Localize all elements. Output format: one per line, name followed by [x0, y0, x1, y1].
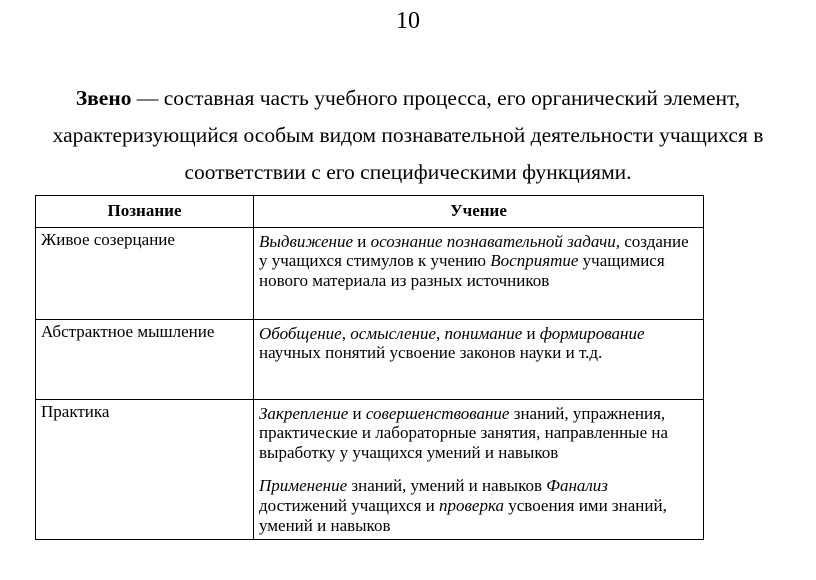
italic-term: совершенствование: [365, 403, 510, 423]
header-learning: Учение: [254, 196, 704, 228]
row-content-live-contemplation: [254, 227, 704, 319]
text-fragment: научных понятий усвоение законов науки и т.д.: [259, 343, 603, 363]
row-label-practice: Практика: [36, 399, 254, 540]
text-fragment: знаний, упражнения, практические и лабораторные занятия, направленные на выработку у учащихся умений и навыков: [259, 403, 669, 462]
row-content-abstract-thinking: [254, 319, 704, 399]
table-header-row: [36, 196, 704, 228]
definition-term: Звено: [75, 85, 132, 110]
italic-term: осознание познавательной задачи,: [370, 231, 621, 251]
italic-term: Применение: [259, 476, 348, 496]
practice-paragraph-1: [259, 402, 698, 463]
text-fragment: достижений учащихся и: [259, 495, 440, 515]
text-fragment: создание у учащихся стимулов к учению: [259, 231, 689, 271]
text-fragment: учащимися нового материала из разных источников: [259, 251, 665, 290]
italic-term: Фанализ: [546, 476, 608, 496]
row-label-abstract-thinking: Абстрактное мышление: [36, 319, 254, 399]
table-row: [36, 399, 704, 540]
text-fragment: знаний, умений и навыков: [347, 476, 547, 496]
table-row: [36, 227, 704, 319]
header-cognition: Познание: [36, 196, 254, 228]
italic-term: Восприятие: [490, 251, 579, 271]
italic-term: Обобщение, осмысление, понимание: [259, 323, 523, 343]
text-fragment: и: [522, 323, 540, 343]
definition-text: — составная часть учебного процесса, его органический элемент, характеризующийся особым видом познавательной деятельности учащихся в соответствии с его специфическими функциями.: [52, 85, 764, 184]
italic-term: формирование: [539, 323, 645, 343]
italic-term: Закрепление: [259, 403, 349, 423]
italic-term: Выдвижение: [259, 231, 353, 251]
row-label-live-contemplation: Живое созерцание: [36, 227, 254, 319]
cognition-learning-table: [35, 195, 704, 540]
text-fragment: и: [348, 403, 366, 423]
text-fragment: и: [353, 231, 371, 251]
row-content-practice: [254, 399, 704, 540]
table-row: [36, 319, 704, 399]
page-number: 10: [396, 8, 420, 34]
text-fragment: усвоения ими знаний, умений и навыков: [259, 495, 667, 535]
practice-paragraph-2: [259, 474, 698, 535]
definition-paragraph: [30, 80, 786, 191]
italic-term: проверка: [439, 495, 504, 515]
